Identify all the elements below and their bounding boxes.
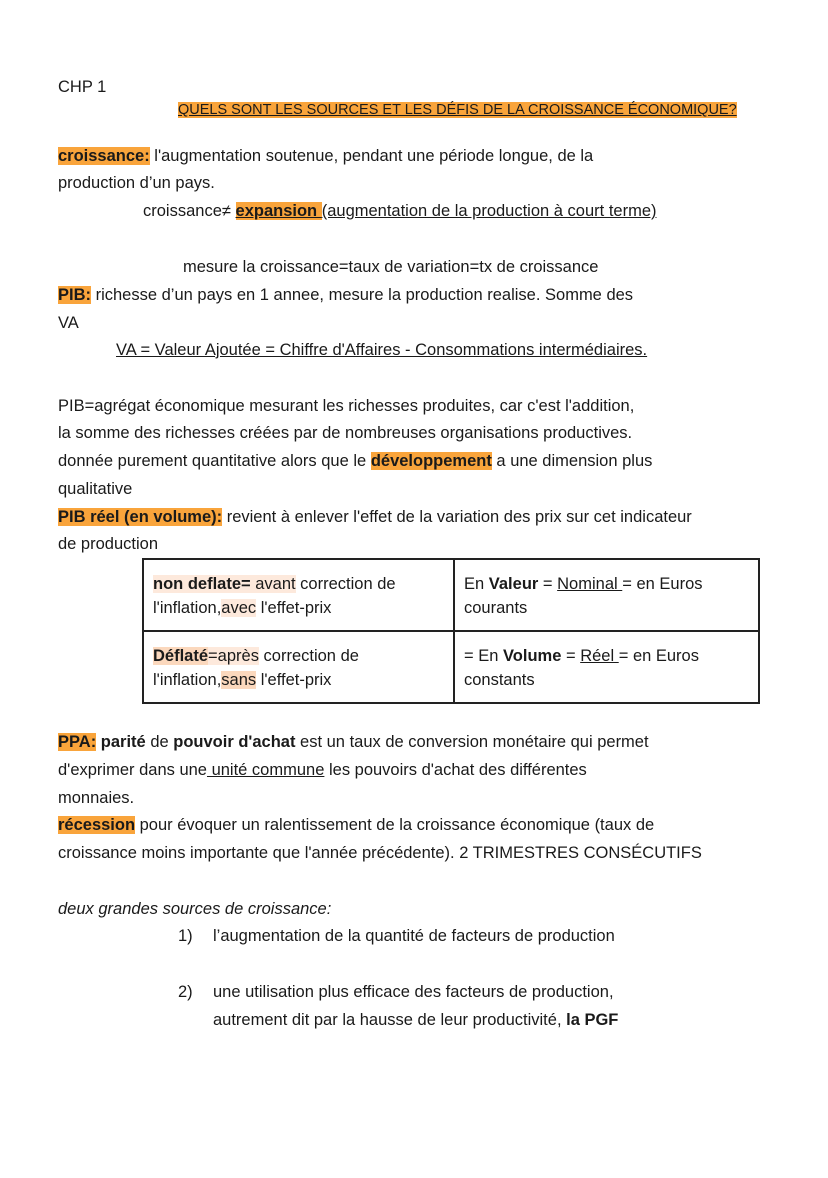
r1c1-l2b: l'effet-prix [256, 599, 332, 617]
apres-word: =après [208, 647, 259, 665]
recession-line2: croissance moins importante que l'année précédente). 2 TRIMESTRES CONSÉCUTIFS [58, 844, 702, 862]
nominal-word: Nominal [557, 575, 623, 593]
ppa-l2a: d'exprimer dans une [58, 761, 207, 779]
pib-para-line2: la somme des richesses créées par de nombreuses organisations productives. [58, 424, 633, 442]
neq-prefix: croissance≠ [143, 202, 236, 220]
sources-item-2 [178, 981, 193, 1003]
r2c2-b: = [561, 647, 581, 665]
ppa-line3: monnaies. [58, 789, 135, 807]
pib-def-line1 [58, 284, 633, 306]
expansion-def: (augmentation de la production à court terme) [321, 202, 657, 220]
sources-item-2-line1: une utilisation plus efficace des facteurs de production, [213, 983, 614, 1001]
avant-word: avant [250, 575, 296, 593]
pouvoir-achat-word: pouvoir d'achat [173, 733, 296, 751]
sources-heading [58, 898, 331, 920]
page-title [178, 99, 737, 121]
item1-number: 1) [178, 927, 193, 945]
table-cell-deflate [143, 631, 454, 703]
ppa-l2b: les pouvoirs d'achat des différentes [324, 761, 587, 779]
courants-word: courants [464, 599, 528, 617]
ppa-line2 [58, 759, 587, 781]
valeur-word: Valeur [488, 575, 539, 593]
avec-word: avec [221, 599, 257, 617]
ppa-def: est un taux de conversion monétaire qui permet [295, 733, 649, 751]
sources-item-1 [178, 925, 193, 947]
recession-def: pour évoquer un ralentissement de la croissance économique (taux de [135, 816, 655, 834]
chapter-label: CHP 1 [58, 78, 107, 96]
title-text: QUELS SONT LES SOURCES ET LES DÉFIS DE LA CROISSANCE ÉCONOMIQUE? [178, 102, 737, 118]
pgf-term: la PGF [566, 1011, 619, 1029]
deflation-table [142, 558, 760, 704]
recession-line1 [58, 814, 654, 836]
r2c2-c: = en Euros [618, 647, 699, 665]
developpement-term: développement [370, 452, 492, 470]
item2-number: 2) [178, 983, 193, 1001]
ppa-de: de [145, 733, 174, 751]
r2c1-l2a: l'inflation, [153, 671, 222, 689]
expansion-line [143, 200, 657, 222]
pib-reel-line2: de production [58, 535, 158, 553]
sources-item-2-line2 [213, 1009, 618, 1031]
table-row [143, 631, 759, 703]
pib-reel-line1 [58, 506, 692, 528]
ppa-line1 [58, 731, 649, 753]
sources-heading-text: deux grandes sources de croissance: [58, 900, 332, 918]
expansion-term: expansion [235, 202, 322, 220]
parite-word: parité [100, 733, 146, 751]
r1c2-c: = en Euros [622, 575, 703, 593]
r1c1-rest: correction de [295, 575, 396, 593]
va-formula: VA = Valeur Ajoutée = Chiffre d'Affaires - Consommations intermédiaires. [116, 341, 648, 359]
table-cell-volume [454, 631, 759, 703]
pib-reel-term: PIB réel (en volume): [58, 508, 223, 526]
pib-para-line4: qualitative [58, 480, 133, 498]
pib-para-l3b: a une dimension plus [491, 452, 653, 470]
pib-para-l3a: donnée purement quantitative alors que le [58, 452, 371, 470]
r1c2-a: En [464, 575, 489, 593]
table-row [143, 559, 759, 631]
constants-word: constants [464, 671, 535, 689]
sources-item-1-text: l’augmentation de la quantité de facteurs de production [213, 927, 615, 945]
croissance-def-line2: production d’un pays. [58, 174, 215, 192]
item2-l2: autrement dit par la hausse de leur productivité, [213, 1011, 567, 1029]
r1c1-l2a: l'inflation, [153, 599, 222, 617]
mesure-line: mesure la croissance=taux de variation=tx de croissance [183, 258, 599, 276]
non-deflate-term: non deflate= [153, 575, 251, 593]
table-cell-valeur [454, 559, 759, 631]
r2c2-a: = En [464, 647, 503, 665]
ppa-term: PPA: [58, 733, 97, 751]
r2c1-l2b: l'effet-prix [256, 671, 332, 689]
croissance-term: croissance: [58, 147, 150, 165]
recession-term: récession [58, 816, 136, 834]
reel-word: Réel [580, 647, 619, 665]
pib-def: richesse d’un pays en 1 annee, mesure la production realise. Somme des [91, 286, 634, 304]
pib-para-line3 [58, 450, 652, 472]
pib-def-line2: VA [58, 314, 79, 332]
deflate-term: Déflaté [153, 647, 209, 665]
pib-reel-def: revient à enlever l'effet de la variation des prix sur cet indicateur [222, 508, 692, 526]
table-cell-non-deflate [143, 559, 454, 631]
volume-word: Volume [503, 647, 562, 665]
sans-word: sans [221, 671, 257, 689]
pib-para-line1: PIB=agrégat économique mesurant les richesses produites, car c'est l'addition, [58, 397, 635, 415]
croissance-def-line1 [58, 145, 593, 167]
r1c2-b: = [538, 575, 558, 593]
unite-commune: unité commune [206, 761, 325, 779]
croissance-def: l'augmentation soutenue, pendant une période longue, de la [149, 147, 594, 165]
pib-term: PIB: [58, 286, 91, 304]
r2c1-rest: correction de [258, 647, 359, 665]
